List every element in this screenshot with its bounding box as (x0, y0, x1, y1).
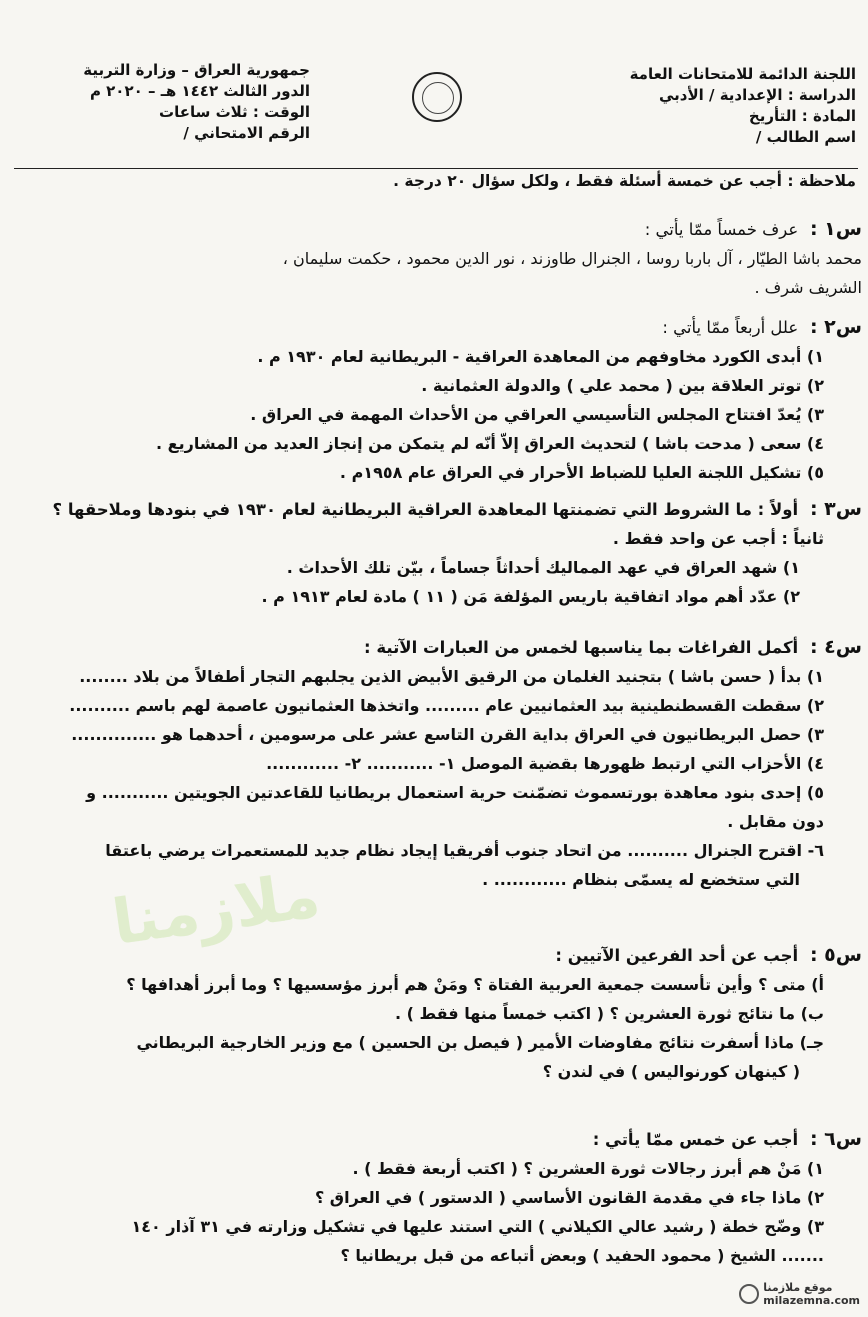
question-3-head (8, 494, 862, 524)
question-3-part-1: أولاً : ما الشروط التي تضمنتها المعاهدة العراقية البريطانية لعام ١٩٣٠ في بنودها وملاحقها ؟ (52, 500, 799, 519)
question-2-item: ٥) تشكيل اللجنة العليا للضباط الأحرار في العراق عام ١٩٥٨م . (339, 463, 824, 482)
question-2-item: ١) أبدى الكورد مخاوفهم من المعاهدة العراقية - البريطانية لعام ١٩٣٠ م . (257, 347, 824, 366)
question-4-item: ٢) سقطت القسطنطينية بيد العثمانيين عام ......... واتخذها العثمانيون عاصمة لهم باسم .......... (69, 696, 824, 715)
globe-icon (739, 1284, 759, 1304)
study-branch: الدراسة : الإعدادية / الأدبي (658, 86, 856, 104)
question-1-number: س١ : (809, 218, 862, 240)
question-6-title: أجب عن خمس ممّا يأتي : (592, 1130, 799, 1149)
question-4-item: ٦- اقترح الجنرال .......... من اتحاد جنوب أفريقيا إيجاد نظام جديد للمستعمرات يرضي باعتقا (105, 841, 824, 860)
question-2-item: ٣) يُعدّ افتتاح المجلس التأسيسي العراقي من الأحداث المهمة في العراق . (250, 405, 824, 424)
question-6-item: ٣) وضّح خطة ( رشيد عالي الكيلاني ) التي استند عليها في تشكيل وزارته في ٣١ آذار ١٤٠ (131, 1217, 824, 1236)
question-5-item: ب) ما نتائج ثورة العشرين ؟ ( اكتب خمساً منها فقط ) . (394, 1004, 824, 1023)
question-3-part-2: ثانياً : أجب عن واحد فقط . (612, 529, 824, 548)
student-name-field: اسم الطالب / (755, 128, 856, 146)
question-6-item: ١) مَنْ هم أبرز رجالات ثورة العشرين ؟ ( اكتب أربعة فقط ) . (352, 1159, 824, 1178)
site-url: milazemna.com (763, 1294, 860, 1307)
question-1-line: محمد باشا الطيّار ، آل باربا روسا ، الجنرال طاوزند ، نور الدين محمود ، حكمت سليمان ، (282, 249, 862, 268)
republic-ministry: جمهورية العراق – وزارة التربية (83, 61, 310, 79)
question-5-number: س٥ : (809, 944, 862, 966)
site-name-ar: موقع ملازمنا (763, 1281, 833, 1294)
header-right-block (630, 64, 856, 148)
question-2-title: علل أربعاً ممّا يأتي : (662, 318, 799, 337)
question-4-title: أكمل الفراغات بما يناسبها لخمس من العبارات الآتية : (364, 638, 799, 657)
exam-round: الدور الثالث ١٤٤٢ هـ – ٢٠٢٠ م (89, 82, 310, 100)
question-5-item: أ) متى ؟ وأين تأسست جمعية العربية الفتاة ؟ ومَنْ هم أبرز مؤسسيها ؟ وما أبرز أهدافها ؟ (126, 975, 824, 994)
question-3-number: س٣ : (809, 498, 862, 520)
site-footer (735, 1281, 860, 1307)
question-2 (8, 312, 862, 487)
question-3-item: ١) شهد العراق في عهد المماليك أحداثاً جساماً ، بيّن تلك الأحداث . (286, 558, 800, 577)
question-4-item: ١) بدأ ( حسن باشا ) بتجنيد الغلمان من الرقيق الأبيض الذين يجلبهم التجار أطفالاً من بلاد ........ (79, 667, 824, 686)
header-left-block (83, 60, 310, 144)
question-5-item: جـ) ماذا أسفرت نتائج مفاوضات الأمير ( فيصل بن الحسين ) مع وزير الخارجية البريطاني (136, 1033, 824, 1052)
question-3 (8, 494, 862, 611)
question-1-head (8, 214, 862, 244)
exam-number-field: الرقم الامتحاني / (183, 124, 310, 142)
question-4-item: دون مقابل . (727, 812, 824, 831)
question-4-item: ٤) الأحزاب التي ارتبط ظهورها بقضية الموصل ١- ........... ٢- ............ (266, 754, 824, 773)
question-1-line: الشريف شرف . (754, 278, 862, 297)
question-5 (8, 940, 862, 1086)
question-5-item: ( كينهان كورنواليس ) في لندن ؟ (542, 1062, 800, 1081)
exam-note: ملاحظة : أجب عن خمسة أسئلة فقط ، ولكل سؤال ٢٠ درجة . (393, 172, 856, 190)
question-3-item: ٢) عدّد أهم مواد اتفاقية باريس المؤلفة مَن ( ١١ ) مادة لعام ١٩١٣ م . (261, 587, 800, 606)
question-1-title: عرف خمساً ممّا يأتي : (644, 220, 799, 239)
question-2-number: س٢ : (809, 316, 862, 338)
question-1 (8, 214, 862, 302)
question-2-head (8, 312, 862, 342)
question-6 (8, 1124, 862, 1270)
question-5-head (8, 940, 862, 970)
question-6-item: ٢) ماذا جاء في مقدمة القانون الأساسي ( الدستور ) في العراق ؟ (314, 1188, 824, 1207)
question-4-head (8, 632, 862, 662)
ministry-emblem-icon (412, 72, 462, 122)
question-2-item: ٤) سعى ( مدحت باشا ) لتحديث العراق إلاّ أنّه لم يتمكن من إنجاز العديد من المشاريع . (156, 434, 824, 453)
question-4 (8, 632, 862, 894)
question-4-item: التي ستخضع له يسمّى بنظام ............ . (482, 870, 800, 889)
question-4-item: ٥) إحدى بنود معاهدة بورتسموث تضمّنت حرية استعمال بريطانيا للقاعدتين الجويتين ........... و (86, 783, 824, 802)
header-divider (14, 168, 858, 169)
question-6-head (8, 1124, 862, 1154)
committee-name: اللجنة الدائمة للامتحانات العامة (629, 65, 856, 83)
question-6-number: س٦ : (809, 1128, 862, 1150)
exam-time: الوقت : ثلاث ساعات (159, 103, 310, 121)
question-2-item: ٢) توتر العلاقة بين ( محمد علي ) والدولة العثمانية . (421, 376, 824, 395)
subject-name: المادة : التأريخ (748, 107, 856, 125)
question-4-number: س٤ : (809, 636, 862, 658)
question-5-title: أجب عن أحد الفرعين الآتيين : (555, 946, 799, 965)
question-4-item: ٣) حصل البريطانيون في العراق بداية القرن التاسع عشر على مرسومين ، أحدهما هو .............. (71, 725, 824, 744)
question-6-item: ....... الشيخ ( محمود الحفيد ) وبعض أتباعه من قبل بريطانيا ؟ (340, 1246, 824, 1265)
watermark-logo: ملازمنا (107, 857, 325, 960)
